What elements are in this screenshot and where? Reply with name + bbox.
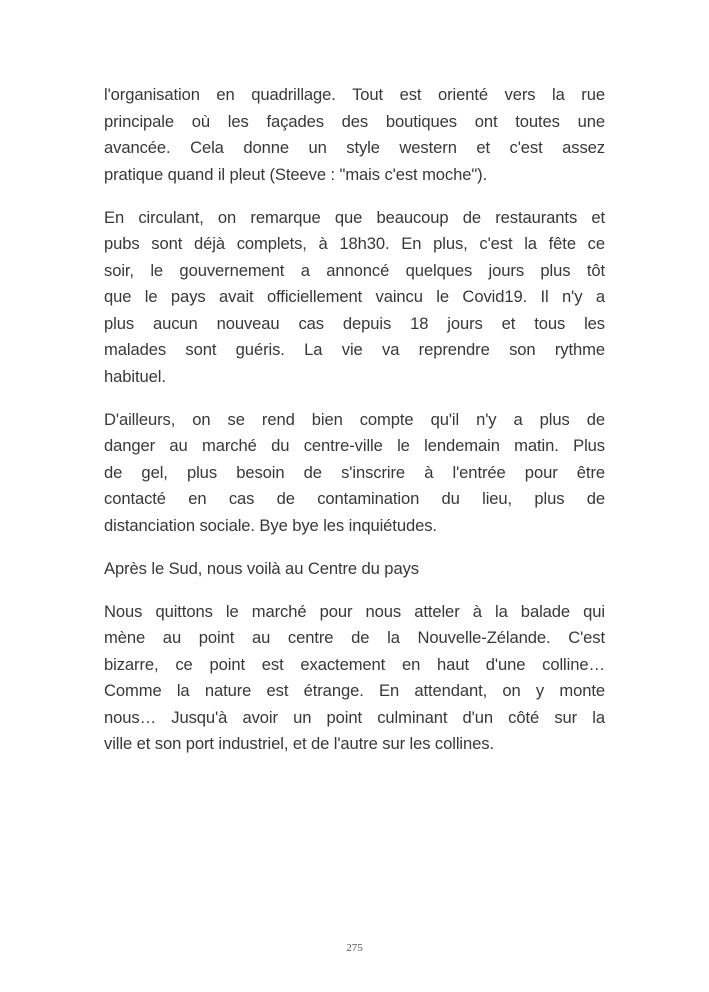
paragraph [104, 205, 605, 391]
section-subtitle [104, 556, 605, 583]
paragraph [104, 599, 605, 758]
text-line: que le pays avait officiellement vaincu le Covid19. Il n'y a [104, 287, 605, 306]
paragraph [104, 407, 605, 540]
text-line: plus aucun nouveau cas depuis 18 jours et tous les [104, 313, 605, 333]
text-line: Après le Sud, nous voilà au Centre du pays [104, 558, 419, 578]
text-line: habituel. [104, 366, 166, 386]
text-line: distanciation sociale. Bye bye les inquiétudes. [104, 515, 437, 535]
text-line: l'organisation en quadrillage. Tout est orienté vers la rue [104, 85, 605, 104]
text-line: pratique quand il pleut (Steeve : "mais c'est moche"). [104, 164, 488, 184]
paragraph [104, 82, 605, 188]
text-line: de gel, plus besoin de s'inscrire à l'entrée pour être [104, 462, 605, 482]
text-line: mène au point au centre de la Nouvelle-Zélande. C'est [104, 628, 605, 647]
text-line: malades sont guéris. La vie va reprendre son rythme [104, 340, 605, 359]
text-line: En circulant, on remarque que beaucoup de restaurants et [104, 207, 605, 227]
text-line: soir, le gouvernement a annoncé quelques jours plus tôt [104, 260, 605, 280]
text-line: Nous quittons le marché pour nous atteler à la balade qui [104, 601, 605, 621]
text-line: Comme la nature est étrange. En attendant, on y monte [104, 681, 605, 700]
text-line: contacté en cas de contamination du lieu, plus de [104, 489, 605, 508]
text-line: D'ailleurs, on se rend bien compte qu'il n'y a plus de [104, 409, 605, 429]
body-text [104, 82, 605, 774]
text-line: avancée. Cela donne un style western et c'est assez [104, 138, 605, 157]
text-line: ville et son port industriel, et de l'autre sur les collines. [104, 734, 494, 753]
text-line: danger au marché du centre-ville le lendemain matin. Plus [104, 436, 605, 455]
text-line: nous… Jusqu'à avoir un point culminant d'un côté sur la [104, 707, 605, 727]
text-line: bizarre, ce point est exactement en haut d'une colline… [104, 654, 605, 674]
text-line: pubs sont déjà complets, à 18h30. En plus, c'est la fête ce [104, 234, 605, 253]
text-line: principale où les façades des boutiques ont toutes une [104, 111, 605, 131]
page-number: 275 [346, 942, 363, 954]
